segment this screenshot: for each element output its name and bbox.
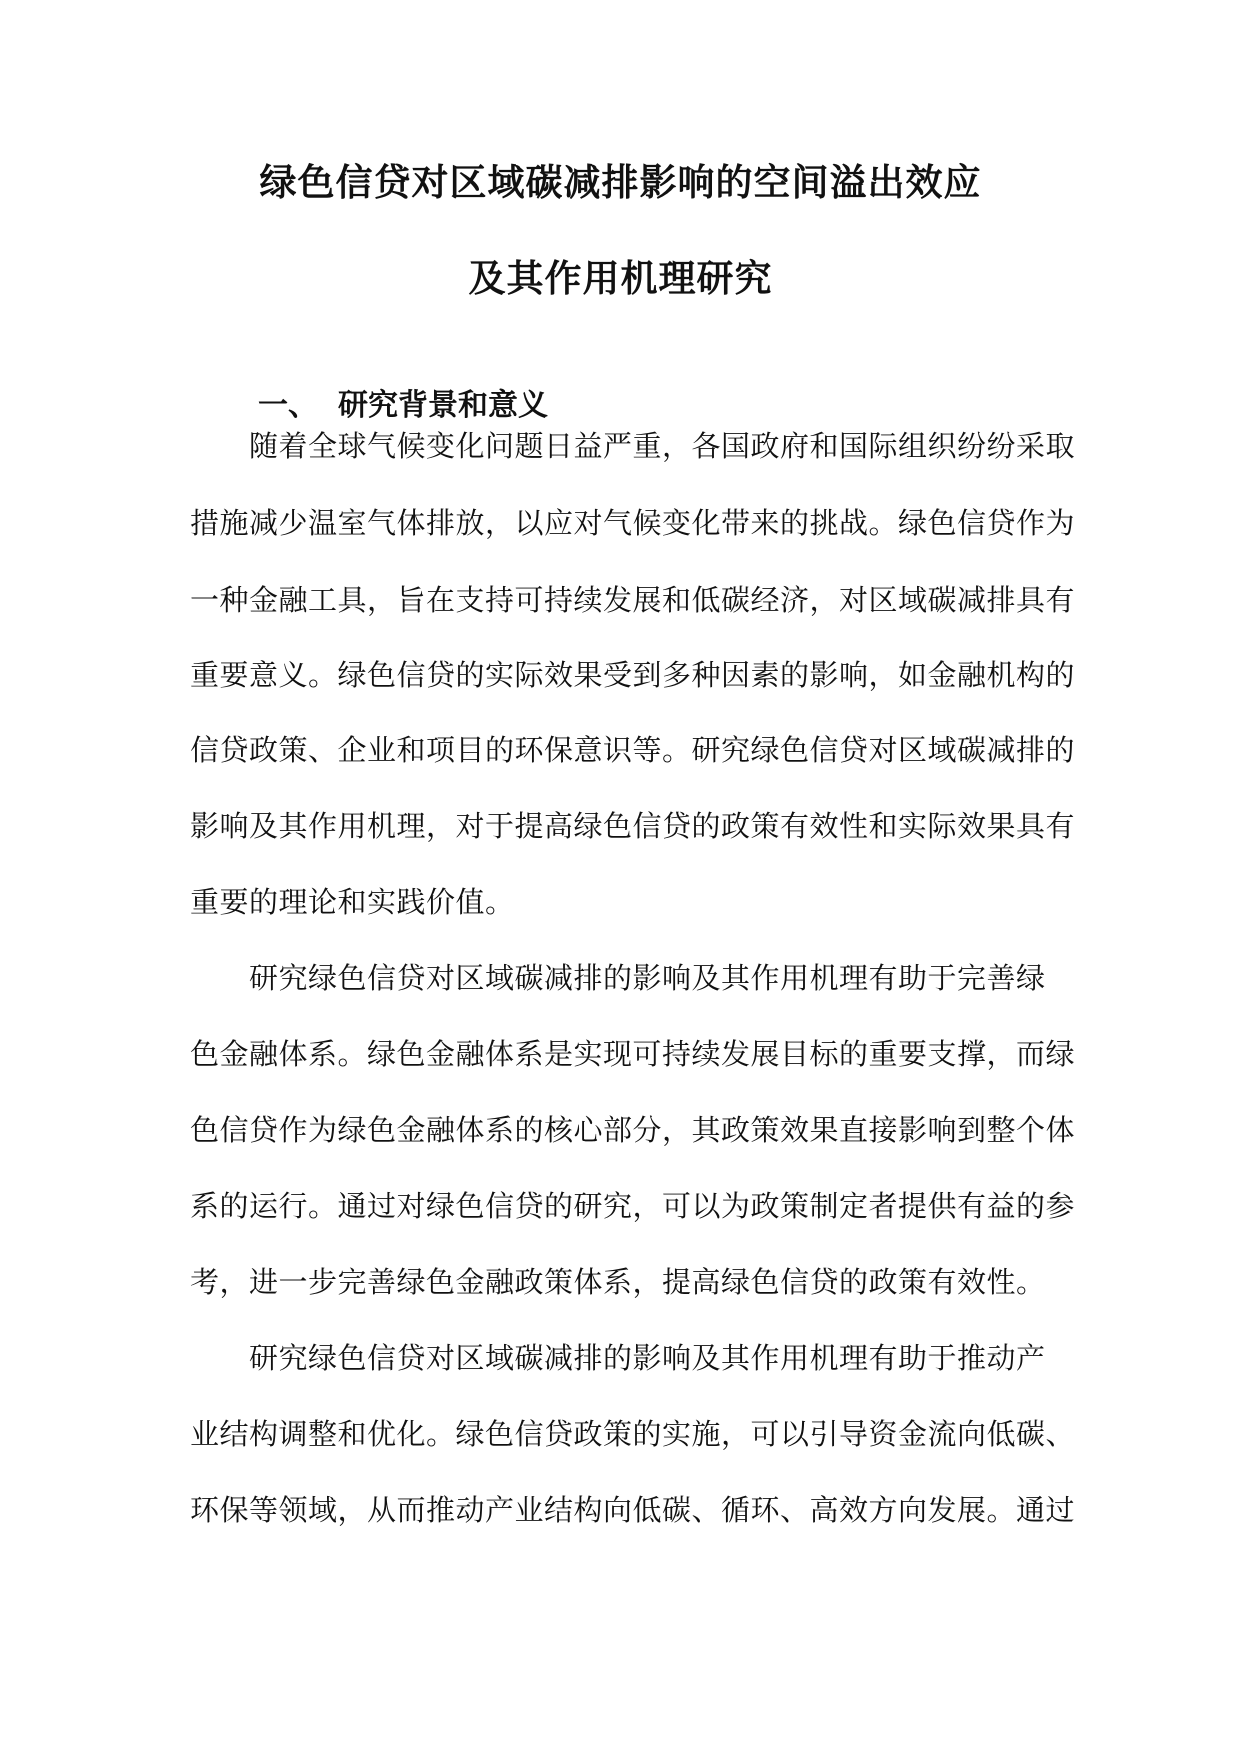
body-line: 研究绿色信贷对区域碳减排的影响及其作用机理有助于推动产	[190, 1341, 1046, 1375]
document-title-line-2: 及其作用机理研究	[468, 256, 773, 300]
body-line: 色信贷作为绿色金融体系的核心部分，其政策效果直接影响到整个体	[190, 1113, 1076, 1147]
body-line: 重要意义。绿色信贷的实际效果受到多种因素的影响，如金融机构的	[190, 658, 1076, 692]
body-line: 随着全球气候变化问题日益严重，各国政府和国际组织纷纷采取	[190, 429, 1076, 463]
document-title-line-1: 绿色信贷对区域碳减排影响的空间溢出效应	[259, 160, 982, 204]
body-line: 研究绿色信贷对区域碳减排的影响及其作用机理有助于完善绿	[190, 961, 1046, 995]
body-line: 信贷政策、企业和项目的环保意识等。研究绿色信贷对区域碳减排的	[190, 733, 1076, 767]
section-heading	[258, 380, 548, 424]
body-line: 业结构调整和优化。绿色信贷政策的实施，可以引导资金流向低碳、	[190, 1417, 1076, 1451]
body-line: 重要的理论和实践价值。	[190, 885, 515, 919]
body-line: 措施减少温室气体排放，以应对气候变化带来的挑战。绿色信贷作为	[190, 506, 1076, 540]
body-line: 一种金融工具，旨在支持可持续发展和低碳经济，对区域碳减排具有	[190, 583, 1076, 617]
body-line: 环保等领域，从而推动产业结构向低碳、循环、高效方向发展。通过	[190, 1493, 1076, 1527]
body-line: 系的运行。通过对绿色信贷的研究，可以为政策制定者提供有益的参	[190, 1189, 1076, 1223]
section-title: 研究背景和意义	[338, 388, 548, 423]
body-line: 影响及其作用机理，对于提高绿色信贷的政策有效性和实际效果具有	[190, 809, 1076, 843]
body-line: 考，进一步完善绿色金融政策体系，提高绿色信贷的政策有效性。	[190, 1265, 1046, 1299]
body-line: 色金融体系。绿色金融体系是实现可持续发展目标的重要支撑，而绿	[190, 1037, 1076, 1071]
section-number: 一、	[258, 388, 318, 423]
